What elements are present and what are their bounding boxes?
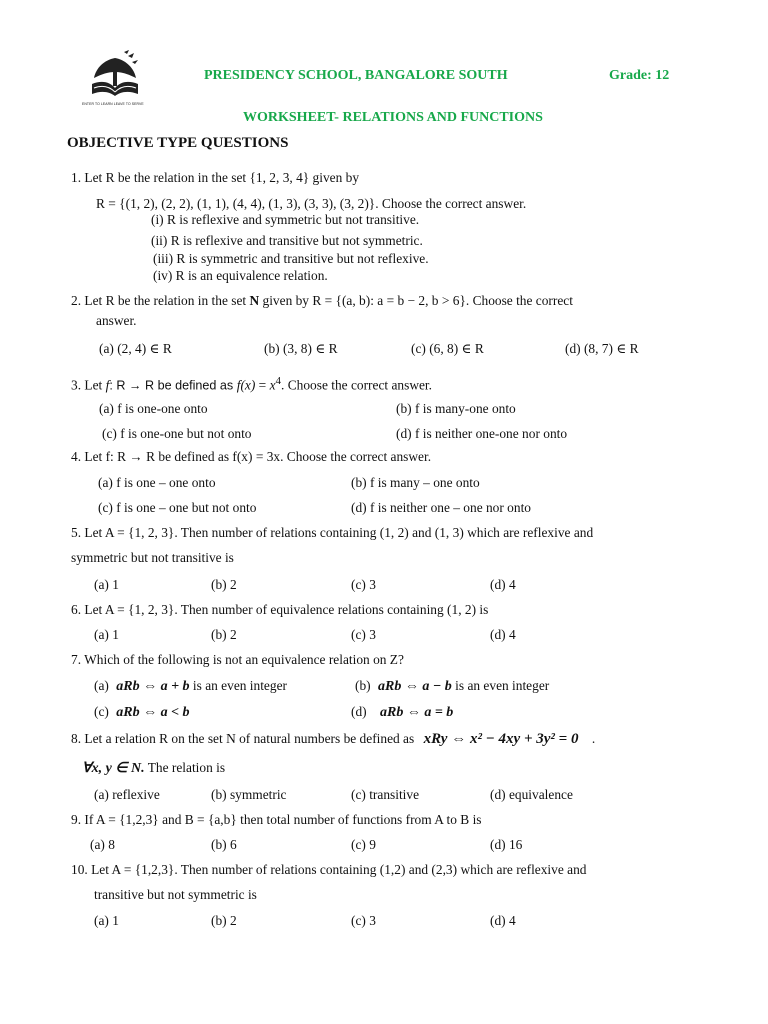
function-f: f [105,377,110,393]
tree-book-icon [84,50,146,110]
question-4-option-a: (a) f is one – one onto [98,475,216,490]
question-6-option-c: (c) 3 [351,627,376,642]
worksheet-title: WORKSHEET- RELATIONS AND FUNCTIONS [243,110,543,125]
grade-label: Grade: 12 [609,68,670,83]
option-label: (a) [94,678,109,693]
school-logo [84,50,146,110]
exponent: 4 [275,375,282,387]
math-expression: aRb ⇔ a − b [377,679,452,694]
question-8-option-c: (c) transitive [351,787,420,802]
option-text: is an even integer [189,678,287,693]
question-7-option-c [94,704,190,721]
question-2-option-c: (c) (6, 8) ∈ R [411,341,484,356]
school-name: PRESIDENCY SCHOOL, BANGALORE SOUTH [204,68,508,83]
question-8-line1 [71,731,595,748]
question-8-text: 8. Let a relation R on the set N of natural numbers be defined as [71,731,415,746]
question-5-option-c: (c) 3 [351,577,376,592]
question-2-stem [71,293,573,309]
question-5-option-d: (d) 4 [490,577,516,592]
question-6-option-d: (d) 4 [490,627,516,642]
question-6-option-a: (a) 1 [94,627,119,642]
question-6-stem: 6. Let A = {1, 2, 3}. Then number of equivalence relations containing (1, 2) is [71,602,489,617]
question-5-option-b: (b) 2 [211,577,237,592]
question-3-pre: 3. Let [71,377,106,393]
question-1-option-iii: (iii) R is symmetric and transitive but not reflexive. [153,251,429,266]
question-1-option-ii: (ii) R is reflexive and transitive but not symmetric. [151,233,423,248]
question-8-text: The relation is [144,760,226,775]
question-3-option-a: (a) f is one-one onto [99,401,208,416]
question-8-option-a: (a) reflexive [94,787,160,802]
question-3-post: . Choose the correct answer. [281,377,432,393]
question-3-option-d: (d) f is neither one-one nor onto [396,426,568,441]
question-1-stem: 1. Let R be the relation in the set {1, 2, 3, 4} given by [71,170,360,185]
question-9-option-c: (c) 9 [351,837,376,852]
question-10-line2: transitive but not symmetric is [94,887,257,902]
logo-caption: ENTER TO LEARN LEAVE TO SERVE [82,102,144,106]
question-4-option-d: (d) f is neither one – one nor onto [351,500,531,515]
question-7-option-d [351,704,453,721]
function-fx: f(x) [236,377,256,393]
option-label: (d) [351,704,367,719]
question-10-line1: 10. Let A = {1,2,3}. Then number of relations containing (1,2) and (2,3) which are reflexive and [71,862,587,877]
question-9-option-b: (b) 6 [211,837,237,852]
question-2-option-b: (b) (3, 8) ∈ R [264,341,338,356]
question-9-option-d: (d) 16 [490,837,523,852]
variable-x: x [269,377,276,393]
question-3-stem [71,375,432,393]
question-4-stem: 4. Let f: R → R be defined as f(x) = 3x. Choose the correct answer. [71,449,432,464]
equals-sign: = [255,377,270,393]
question-9-stem: 9. If A = {1,2,3} and B = {a,b} then total number of functions from A to B is [71,812,482,827]
question-8-option-d: (d) equivalence [490,787,573,802]
question-8-line2 [82,760,225,777]
section-title: OBJECTIVE TYPE QUESTIONS [67,135,289,151]
question-2-post: given by R = {(a, b): a = b − 2, b > 6}. Choose the correct [259,293,573,308]
question-10-option-d: (d) 4 [490,913,516,928]
question-1-relation: R = {(1, 2), (2, 2), (1, 1), (4, 4), (1, 3), (3, 3), (3, 2)}. Choose the correct answer. [96,196,527,211]
math-expression: aRb ⇔ a = b [379,705,454,720]
question-4-option-c: (c) f is one – one but not onto [98,500,257,515]
question-4-option-b: (b) f is many – one onto [351,475,480,490]
question-5-option-a: (a) 1 [94,577,119,592]
question-1-option-i: (i) R is reflexive and symmetric but not transitive. [151,212,420,227]
question-2-line2: answer. [96,313,137,328]
question-7-option-b [355,678,549,695]
question-6-option-b: (b) 2 [211,627,237,642]
math-expression: xRy ⇔ x² − 4xy + 3y² = 0 [423,731,579,747]
question-7-option-a [94,678,287,695]
option-label: (c) [94,704,109,719]
question-2-pre: 2. Let R be the relation in the set [71,293,250,308]
question-1-option-iv: (iv) R is an equivalence relation. [153,268,328,283]
question-2-option-a: (a) (2, 4) ∈ R [99,341,172,356]
question-3-mid: : R → R be defined as [109,378,237,393]
question-5-line1: 5. Let A = {1, 2, 3}. Then number of relations containing (1, 2) and (1, 3) which are reflexive and [71,525,594,540]
question-10-option-a: (a) 1 [94,913,119,928]
question-7-stem: 7. Which of the following is not an equivalence relation on Z? [71,652,404,667]
natural-set-symbol: N [249,293,260,308]
period: . [591,731,596,746]
math-expression: aRb ⇔ a + b [116,679,190,694]
math-expression: aRb ⇔ a < b [116,705,190,720]
question-3-option-b: (b) f is many-one onto [396,401,516,416]
question-10-option-b: (b) 2 [211,913,237,928]
option-text: is an even integer [451,678,550,693]
question-10-option-c: (c) 3 [351,913,376,928]
question-8-option-b: (b) symmetric [211,787,287,802]
question-9-option-a: (a) 8 [90,837,115,852]
math-expression: ∀x, y ∈ N. [82,761,145,776]
question-5-line2: symmetric but not transitive is [71,550,234,565]
question-2-option-d: (d) (8, 7) ∈ R [565,341,639,356]
question-3-option-c: (c) f is one-one but not onto [102,426,252,441]
option-label: (b) [355,678,371,693]
